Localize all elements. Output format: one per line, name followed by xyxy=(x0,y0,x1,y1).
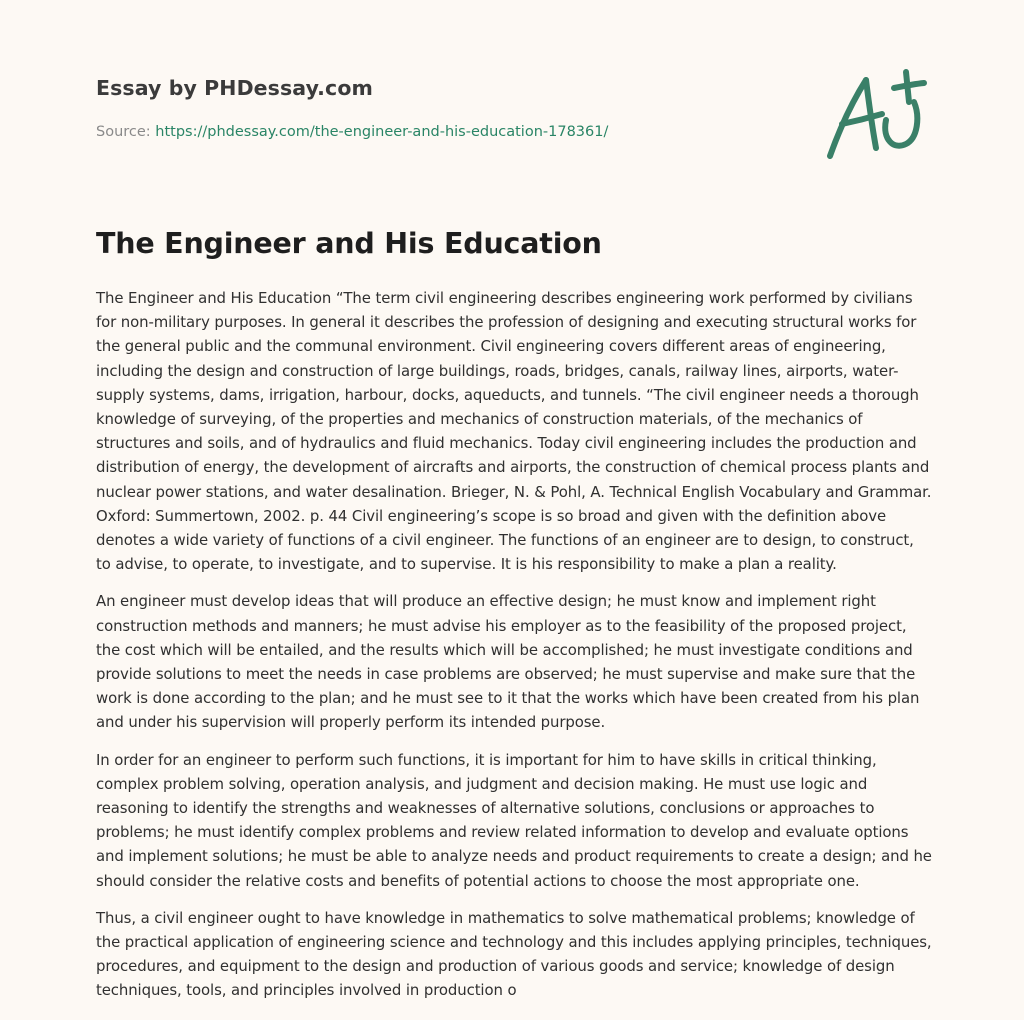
site-title: Essay by PHDessay.com xyxy=(96,76,373,100)
essay-paragraph: Thus, a civil engineer ought to have knowledge in mathematics to solve mathematical problems; knowledge of the practical application of engineering science and technology and this includes applying principles, techniques, procedures, and equipment to the design and production of various goods and service; knowledge of design techniques, tools, and principles involved in production o xyxy=(96,908,932,1000)
source-label: Source: xyxy=(96,124,151,140)
essay-paragraph: In order for an engineer to perform such functions, it is important for him to have skills in critical thinking, complex problem solving, operation analysis, and judgment and decision making. He must use logic and reasoning to identify the strengths and weaknesses of alternative solutions, conclusions or approaches to problems; he must identify complex problems and review related information to develop and evaluate options and implement solutions; he must be able to analyze needs and product requirements to create a design; and he should consider the relative costs and benefits of potential actions to choose the most appropriate one. xyxy=(96,750,932,890)
source-link[interactable]: https://phdessay.com/the-engineer-and-his-education-178361/ xyxy=(155,124,609,140)
essay-body xyxy=(96,286,932,1016)
essay-paragraph: The Engineer and His Education “The term civil engineering describes engineering work performed by civilians for non-military purposes. In general it describes the profession of designing and executing structural works for the general public and the communal environment. Civil engineering covers different areas of engineering, including the design and construction of large buildings, roads, bridges, canals, railway lines, airports, water-supply systems, dams, irrigation, harbour, docks, aqueducts, and tunnels. “The civil engineer needs a thorough knowledge of surveying, of the properties and mechanics of construction materials, of the mechanics of structures and soils, and of hydraulics and fluid mechanics. Today civil engineering includes the production and distribution of energy, the development of aircrafts and airports, the construction of chemical process plants and nuclear power stations, and water desalination. Brieger, N. & Pohl, A. Technical English Vocabulary and Grammar. Oxford: Summertown, 2002. p. 44 Civil engineering’s scope is so broad and given with the definition above denotes a wide variety of functions of a civil engineer. The functions of an engineer are to design, to construct, to advise, to operate, to investigate, and to supervise. It is his responsibility to make a plan a reality. xyxy=(96,289,932,574)
a-plus-logo-icon xyxy=(822,66,932,166)
essay-title: The Engineer and His Education xyxy=(96,227,602,260)
essay-paragraph: An engineer must develop ideas that will produce an effective design; he must know and implement right construction methods and manners; he must advise his employer as to the feasibility of the proposed project, the cost which will be entailed, and the results which will be accomplished; he must investigate conditions and provide solutions to meet the needs in case problems are observed; he must supervise and make sure that the work is done according to the plan; and he must see to it that the works which have been created from his plan and under his supervision will properly perform its intended purpose. xyxy=(96,592,920,732)
source-line xyxy=(96,124,608,140)
page-header xyxy=(96,76,796,140)
a-plus-logo xyxy=(822,66,932,166)
